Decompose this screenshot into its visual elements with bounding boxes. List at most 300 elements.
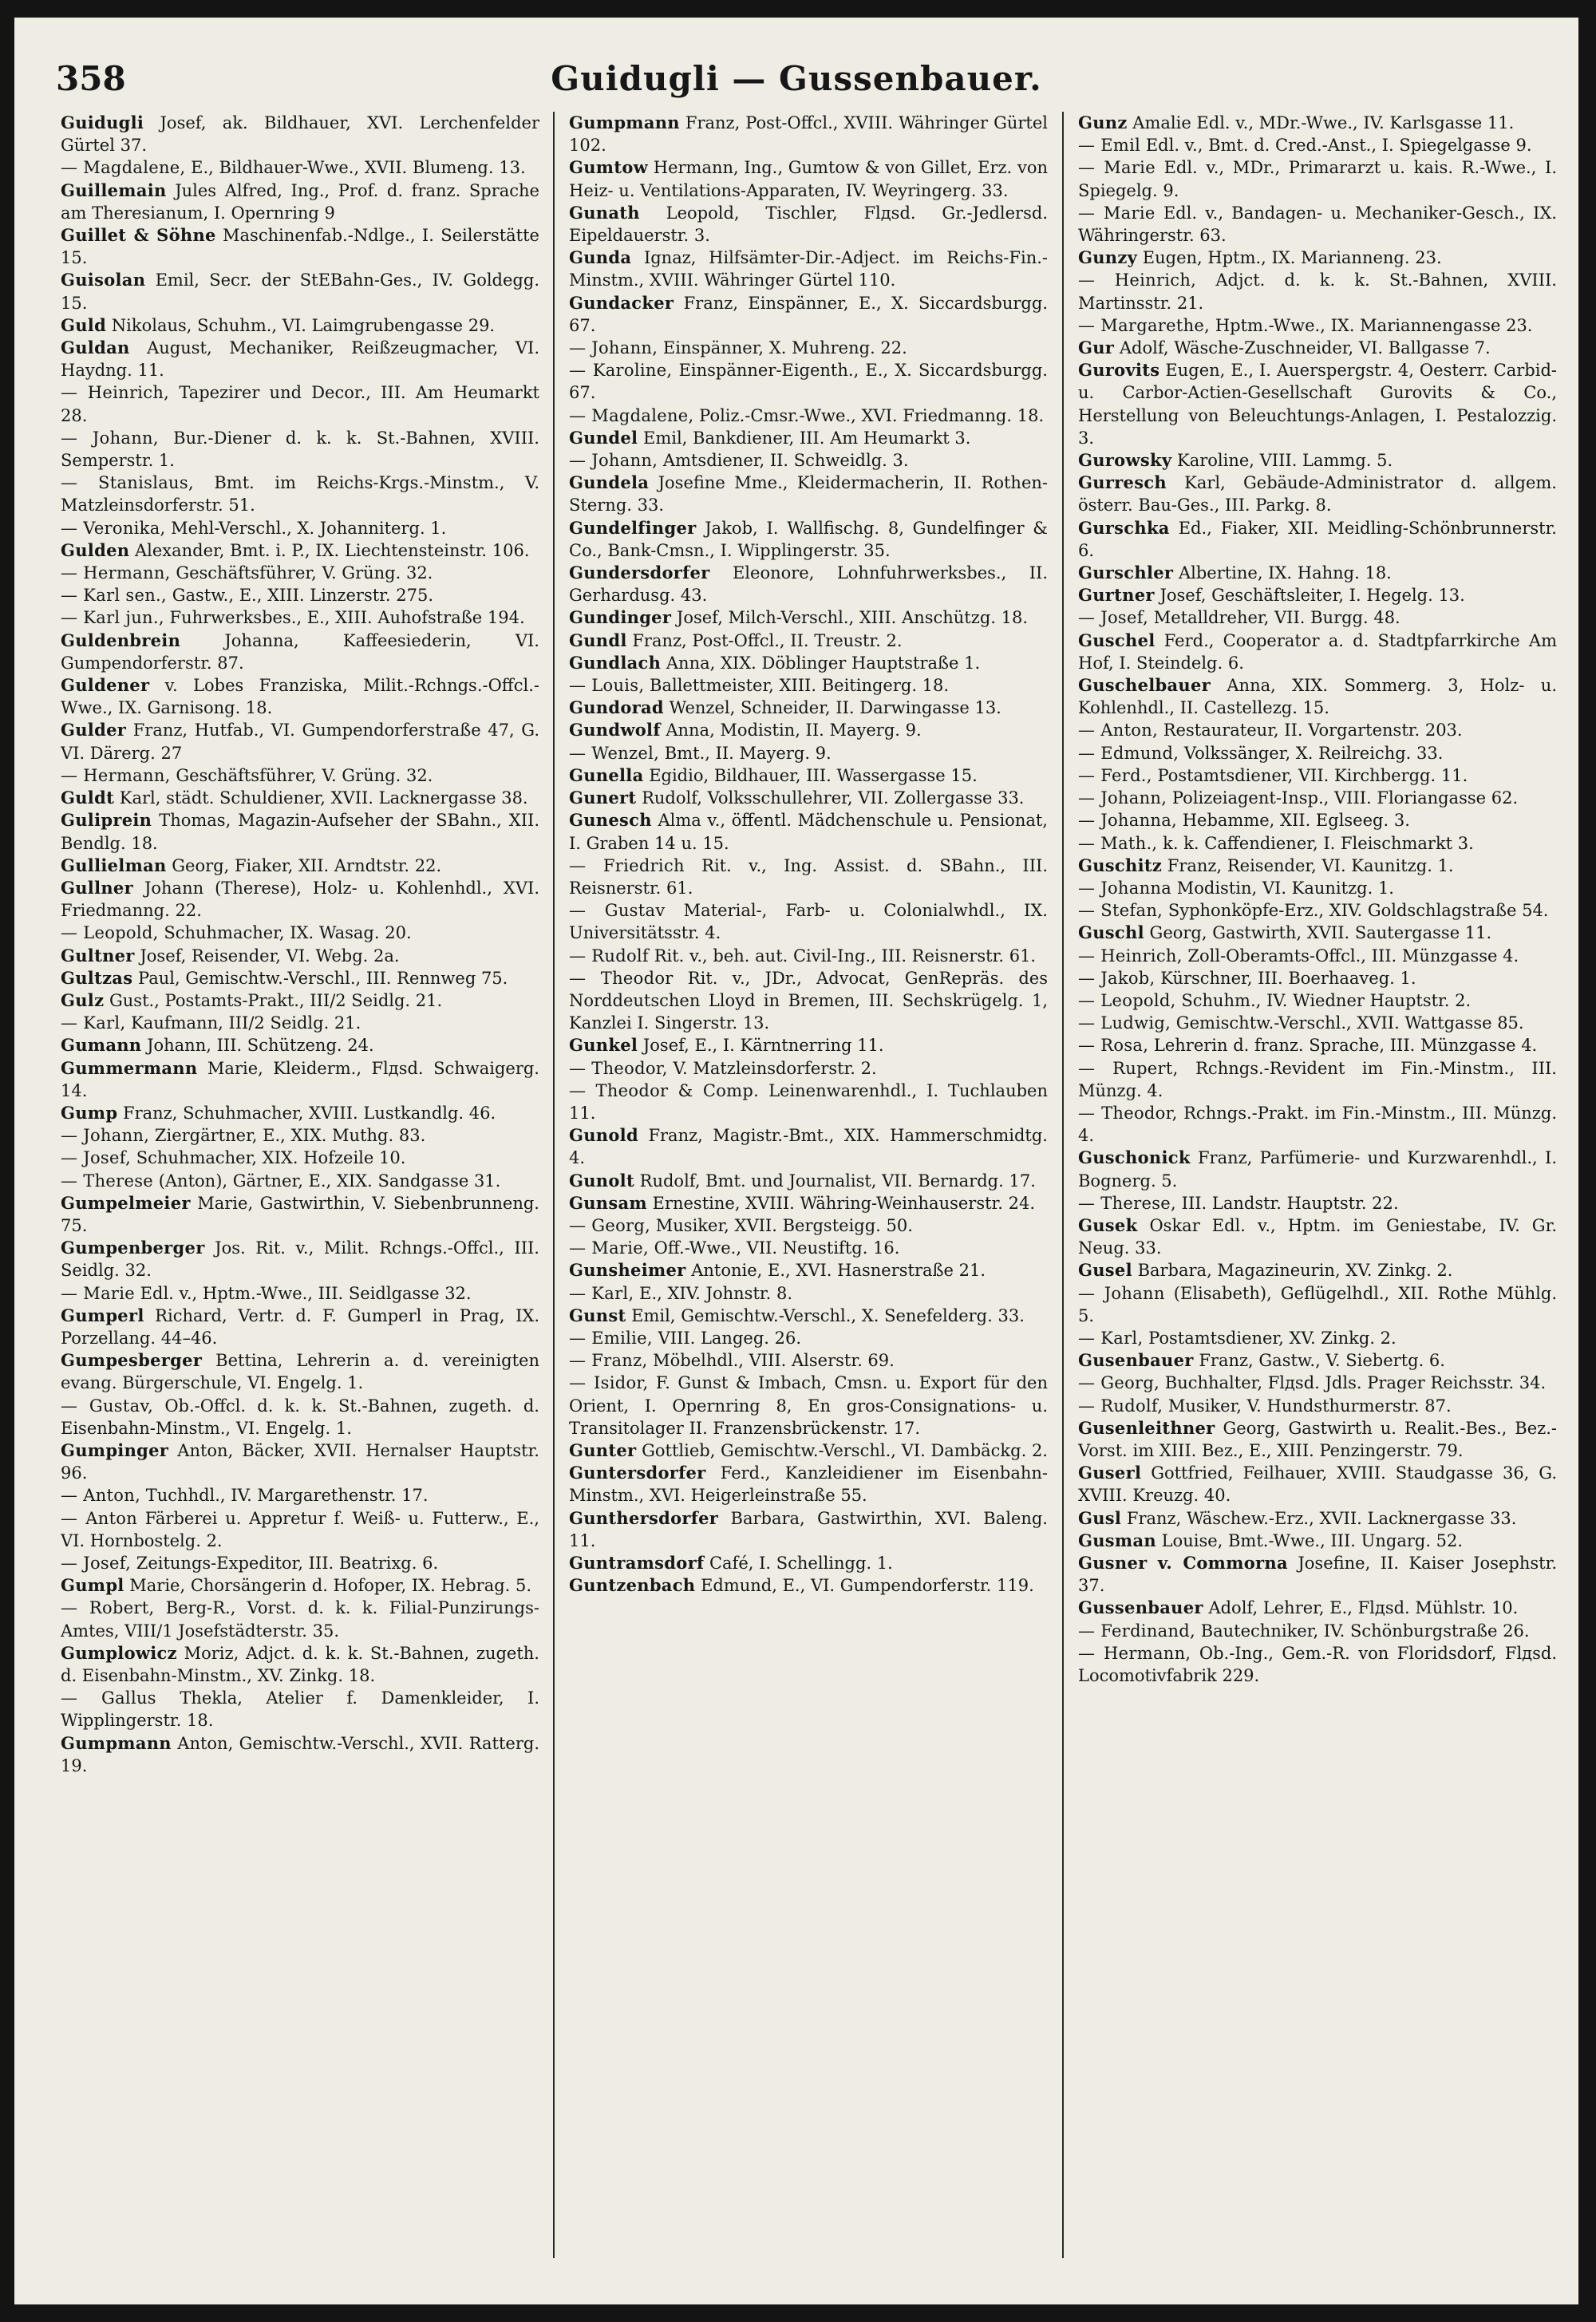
entry-name: — Theodor, (1078, 1103, 1178, 1123)
entry-name: — Marie (1078, 203, 1156, 223)
entry-name: Gumpmann (61, 1732, 172, 1753)
directory-entry (1078, 449, 1557, 472)
entry-name: Gumpl (61, 1575, 124, 1596)
entry-details: Gust., Postamts-Prakt., III/2 Seidlg. 21. (109, 990, 443, 1010)
entry-name: Gusner v. Commorna (1078, 1553, 1288, 1573)
column-divider (1062, 112, 1064, 2258)
directory-entry (61, 224, 539, 269)
entry-details: Franz, Parfümerie- und Kurzwarenhdl., I. Bognerg. 5. (1078, 1148, 1557, 1191)
entry-details: Wenzel, Schneider, II. Darwingasse 13. (669, 698, 1001, 718)
directory-entry (569, 156, 1048, 201)
entry-name: — Josef, (61, 1554, 132, 1573)
entry-name: — Emil (1078, 136, 1141, 156)
directory-entry (1078, 606, 1557, 629)
entry-name: — Edmund, (1078, 743, 1179, 763)
entry-name: — Johann, (61, 428, 159, 448)
entry-name: — Theodor & Comp. (569, 1080, 760, 1100)
directory-entry (1078, 314, 1557, 337)
directory-entry (61, 719, 539, 764)
column-divider (553, 112, 555, 2258)
entry-name: — Math., (1078, 833, 1158, 853)
entry-name: — Hermann, (61, 563, 171, 583)
entry-details: Tuchhdl., IV. Margarethenstr. 17. (145, 1486, 429, 1506)
entry-details: Poliz.-Cmsr.-Wwe., XVI. Friedmanng. 18. (699, 405, 1045, 425)
entry-details: Schuhmacher, XIX. Hofzeile 10. (136, 1148, 406, 1168)
directory-entry (61, 584, 539, 606)
directory-entry (61, 764, 539, 787)
directory-entry (1078, 562, 1557, 584)
entry-name: Gundorad (569, 697, 664, 718)
entry-details: Louise, Bmt.-Wwe., III. Ungarg. 52. (1161, 1530, 1464, 1550)
entry-name: — Marie (61, 1283, 135, 1303)
entry-name: Guschitz (1078, 855, 1163, 875)
entry-details: Volkssänger, X. Reilreichg. 33. (1183, 743, 1444, 763)
entry-details: Thomas, Magazin-Aufseher der SBahn., XII. Bendlg. 18. (61, 811, 539, 853)
entry-name: Gurovits (1078, 360, 1160, 381)
entry-details: Adolf, Lehrer, E., Flдsd. Mühlstr. 10. (1208, 1598, 1519, 1618)
directory-entry (1078, 855, 1557, 877)
entry-details: Bettina, Lehrerin a. d. vereinigten evang. Bürgerschule, VI. Engelg. 1. (61, 1351, 539, 1393)
entry-name: Gunert (569, 788, 637, 808)
directory-entry (61, 1124, 539, 1147)
entry-name: Guschelbauer (1078, 675, 1211, 696)
directory-entry (1078, 832, 1557, 855)
entry-name: Gunsheimer (569, 1260, 686, 1281)
entry-details: Franz, Post-Offcl., XVIII. Währinger Gürtel 102. (569, 113, 1048, 156)
directory-entry (61, 1439, 539, 1484)
directory-entry (61, 381, 539, 426)
entry-details: Antonie, E., XVI. Hasnerstraße 21. (691, 1261, 986, 1281)
entry-name: Gunz (1078, 113, 1128, 132)
entry-name: — Johann, (61, 1126, 150, 1146)
directory-entry (1078, 1057, 1557, 1102)
entry-details: Leinenwarenhdl., I. Tuchlauben 11. (569, 1080, 1048, 1123)
entry-name: Guschl (1078, 922, 1144, 943)
entry-name: Gunath (569, 202, 640, 223)
entry-details: Franz, Magistr.-Bmt., XIX. Hammerschmidtg. 4. (569, 1126, 1048, 1168)
entry-details: Ferd., Kanzleidiener im Eisenbahn-Minstm., XVI. Heigerleinstraße 55. (569, 1463, 1048, 1506)
entry-details: Thekla, Atelier f. Damenkleider, I. Wipplingerstr. 18. (61, 1688, 539, 1731)
entry-details: Marie, Gastwirthin, V. Siebenbrunneng. 75. (61, 1193, 539, 1235)
directory-entry (61, 517, 539, 539)
directory-entry (61, 855, 539, 877)
directory-entry (1078, 202, 1557, 247)
entry-details: Bmt., II. Mayerg. 9. (664, 743, 832, 763)
directory-entry (569, 1552, 1048, 1574)
directory-entry (569, 562, 1048, 606)
entry-details: III. Landstr. Hauptstr. 22. (1181, 1193, 1399, 1213)
directory-entry (1078, 1372, 1557, 1394)
directory-entry (569, 1574, 1048, 1597)
entry-name: — Rudolf (569, 946, 649, 966)
directory-entry (1078, 922, 1557, 944)
entry-name: Guschel (1078, 630, 1156, 650)
directory-entry (1078, 1147, 1557, 1191)
entry-name: — Karl, (61, 1013, 126, 1033)
entry-name: Gusel (1078, 1260, 1132, 1281)
entry-name: — Josef, (61, 1148, 132, 1168)
directory-entry (61, 1012, 539, 1034)
entry-name: — Hermann, (1078, 1643, 1191, 1663)
entry-details: Postamtsdiener, XV. Zinkg. 2. (1148, 1328, 1396, 1348)
entry-name: — Ferdinand, (1078, 1621, 1196, 1641)
entry-name: Gundinger (569, 607, 672, 628)
entry-details: Franz, Einspänner, E., X. Siccardsburgg. 67. (569, 293, 1048, 335)
entry-name: Guillet & Söhne (61, 225, 216, 246)
entry-details: Einspänner-Eigenth., E., X. Siccardsburgg. 67. (569, 361, 1048, 403)
directory-entry (61, 922, 539, 944)
entry-name: Gumtow (569, 157, 649, 178)
entry-name: Gump (61, 1102, 118, 1123)
entry-name: — Theodor (569, 968, 674, 988)
entry-details: (Anton), Gärtner, E., XIX. Sandgasse 31. (158, 1171, 501, 1191)
directory-entry (61, 1057, 539, 1102)
directory-entry (569, 967, 1048, 1035)
entry-name: Gundlach (569, 652, 662, 673)
directory-entry (61, 1034, 539, 1056)
entry-name: Gundl (569, 630, 627, 650)
entry-name: — Wenzel, (569, 743, 660, 763)
directory-entry (1078, 1417, 1557, 1462)
entry-name: Guntramsdorf (569, 1553, 705, 1573)
entry-name: — Leopold, (61, 923, 159, 943)
entry-details: Schuhmacher, IX. Wasag. 20. (164, 923, 412, 943)
entry-name: Gusenleithner (1078, 1417, 1215, 1438)
directory-entry (1078, 156, 1557, 201)
directory-entry (61, 1282, 539, 1305)
entry-name: — Hermann, (61, 765, 171, 785)
entry-name: Guldenbrein (61, 630, 181, 650)
entry-details: Edl. v., Hptm.-Wwe., III. Seidlgasse 32. (140, 1283, 472, 1303)
entry-name: — Gustav (569, 901, 666, 921)
directory-entry (1078, 1259, 1557, 1281)
entry-name: — Anton, (61, 1486, 141, 1506)
entry-name: Gumplowicz (61, 1642, 177, 1663)
directory-entry (569, 606, 1048, 629)
directory-entry (61, 967, 539, 989)
entry-name: — Johann, (1078, 788, 1167, 808)
entry-name: — Georg, (1078, 1373, 1160, 1393)
directory-entry (569, 1080, 1048, 1124)
directory-entry (61, 1192, 539, 1237)
directory-entry (61, 989, 539, 1012)
entry-name: Gundel (569, 427, 638, 448)
directory-entry (61, 1687, 539, 1732)
entry-details: Paul, Gemischtw.-Verschl., III. Rennweg 75. (138, 968, 508, 988)
entry-details: F. Gunst & Imbach, Cmsn. u. Export für den Orient, I. Opernring 8, En gros-Consignations- u. Transitolager II. Franzensbrückenstr. 17. (569, 1373, 1048, 1438)
entry-name: Guserl (1078, 1463, 1142, 1483)
entry-name: — Georg, (569, 1215, 651, 1235)
entry-name: — Margarethe, (1078, 315, 1211, 335)
entry-details: Rchngs.-Prakt. im Fin.-Minstm., III. Münzg. 4. (1078, 1103, 1557, 1146)
entry-details: Edmund, E., VI. Gumpendorferstr. 119. (701, 1576, 1034, 1596)
entry-details: Georg, Gastwirth u. Realit.-Bes., Bez.-Vorst. im XIII. Bez., E., XIII. Penzingerstr. 79. (1078, 1418, 1557, 1460)
entry-details: Karl, Gebäude-Administrator d. allgem. österr. Bau-Ges., III. Parkg. 8. (1078, 473, 1557, 515)
entry-name: — Emilie, (569, 1328, 653, 1348)
directory-entry (1078, 1620, 1557, 1642)
entry-details: Edl. v., MDr., Primararzt u. kais. R.-Wwe., I. Spiegelg. 9. (1078, 158, 1557, 200)
entry-details: Josefine, II. Kaiser Josephstr. 37. (1078, 1554, 1557, 1596)
directory-column-3 (1078, 112, 1557, 2282)
entry-name: — Robert, (61, 1598, 155, 1618)
directory-entry (1078, 1102, 1557, 1147)
entry-details: Emil, Bankdiener, III. Am Heumarkt 3. (642, 428, 971, 448)
entry-details: (Elisabeth), Geflügelhdl., XII. Rothe Mühlg. 5. (1078, 1283, 1557, 1325)
entry-details: Amalie Edl. v., MDr.-Wwe., IV. Karlsgasse 11. (1132, 113, 1515, 132)
entry-details: Karoline, VIII. Lammg. 5. (1177, 451, 1393, 471)
entry-details: Möbelhdl., VIII. Alserstr. 69. (653, 1351, 895, 1371)
directory-entry (61, 1170, 539, 1192)
entry-details: Bautechniker, IV. Schönburgstraße 26. (1200, 1621, 1530, 1641)
directory-entry (569, 449, 1048, 472)
directory-entry (569, 1439, 1048, 1462)
directory-entry (1078, 517, 1557, 562)
directory-entry (569, 202, 1048, 247)
entry-details: Emil, Secr. der StEBahn-Ges., IV. Goldegg. 15. (61, 271, 539, 313)
entry-name: — Karl jun., (61, 608, 164, 628)
directory-entry (61, 539, 539, 562)
entry-details: Berg-R., Vorst. d. k. k. Filial-Punzirungs-Amtes, VIII/1 Josefstädterstr. 35. (61, 1598, 539, 1641)
directory-entry (569, 359, 1048, 404)
directory-entry (61, 809, 539, 854)
entry-name: Gusl (1078, 1507, 1122, 1528)
entry-name: Gunsam (569, 1192, 647, 1213)
entry-details: Ferd., Cooperator a. d. Stadtpfarrkirche Am Hof, I. Steindelg. 6. (1078, 630, 1557, 673)
entry-details: Anton, Bäcker, XVII. Hernalser Hauptstr. 96. (61, 1440, 539, 1483)
entry-name: Gumpelmeier (61, 1192, 191, 1213)
directory-entry (569, 787, 1048, 809)
entry-name: — Louis, (569, 676, 645, 696)
entry-details: Geschäftsführer, V. Grüng. 32. (176, 765, 433, 785)
entry-details: Eugen, Hptm., IX. Marianneng. 23. (1142, 248, 1442, 268)
entry-name: Gunda (569, 247, 632, 268)
entry-details: Rudolf, Volksschullehrer, VII. Zollergasse 33. (642, 788, 1025, 808)
directory-entry (569, 427, 1048, 449)
entry-details: Bur.-Diener d. k. k. St.-Bahnen, XVIII. Semperstr. 1. (61, 428, 539, 471)
directory-entry (61, 180, 539, 224)
entry-details: Marie, Chorsängerin d. Hofoper, IX. Hebrag. 5. (129, 1576, 532, 1596)
entry-name: — Ferd., (1078, 765, 1152, 785)
directory-entry (1078, 967, 1557, 989)
entry-name: — Johanna (1078, 878, 1172, 898)
directory-entry (569, 1237, 1048, 1259)
entry-name: — Heinrich, (61, 383, 170, 403)
entry-name: Gunthersdorfer (569, 1507, 719, 1528)
entry-name: Gultner (61, 945, 135, 966)
entry-details: Hebamme, XII. Eglseeg. 3. (1182, 811, 1410, 831)
directory-entry (1078, 359, 1557, 449)
directory-entry (61, 1395, 539, 1439)
entry-name: Gusek (1078, 1214, 1138, 1235)
entry-details: Jos. Rit. v., Milit. Rchngs.-Offcl., III. Seidlg. 32. (61, 1238, 539, 1281)
directory-entry (61, 630, 539, 674)
entry-details: Amtsdiener, II. Schweidlg. 3. (662, 451, 909, 471)
directory-entry (1078, 1530, 1557, 1552)
directory-entry (1078, 1327, 1557, 1349)
entry-details: Albertine, IX. Hahng. 18. (1178, 563, 1392, 583)
entry-name: — Gustav, (61, 1396, 154, 1416)
entry-name: Guntzenbach (569, 1575, 696, 1596)
entry-name: — Rosa, (1078, 1036, 1149, 1056)
entry-details: Lehrerin d. franz. Sprache, III. Münzgasse 4. (1153, 1036, 1538, 1056)
entry-name: Gunter (569, 1439, 637, 1460)
entry-details: Barbara, Gastwirthin, XVI. Baleng. 11. (569, 1508, 1048, 1550)
entry-details: Egidio, Bildhauer, III. Wassergasse 15. (649, 765, 978, 785)
directory-entry (61, 1597, 539, 1641)
entry-name: Guntersdorfer (569, 1463, 706, 1483)
entry-details: Josef, Milch-Verschl., XIII. Anschützg. 18. (676, 608, 1029, 628)
directory-entry (1078, 899, 1557, 922)
entry-name: Gulder (61, 720, 127, 740)
entry-name: — Gallus (61, 1688, 156, 1708)
entry-name: Gundelfinger (569, 517, 697, 538)
entry-name: Guisolan (61, 270, 146, 290)
entry-details: Eugen, E., I. Auerspergstr. 4, Oesterr. Carbid- u. Carbor-Actien-Gesellschaft Gurovits & Co., Herstellung von Beleuchtungs-Anlagen, I. Pestalozzig. 3. (1078, 361, 1557, 448)
entry-name: — Marie (1078, 158, 1156, 178)
entry-details: Franz, Gastw., V. Siebertg. 6. (1199, 1351, 1445, 1371)
directory-entry (569, 1282, 1048, 1305)
entry-name: — Johann (1078, 1283, 1165, 1303)
directory-entry (1078, 1597, 1557, 1619)
directory-entry (61, 1484, 539, 1507)
directory-entry (61, 1552, 539, 1574)
directory-entry (1078, 1552, 1557, 1597)
entry-details: August, Mechaniker, Reißzeugmacher, VI. Haydng. 11. (61, 338, 539, 381)
entry-details: Polizeiagent-Insp., VIII. Floriangasse 62. (1171, 788, 1519, 808)
entry-details: Postamtsdiener, VII. Kirchbergg. 11. (1157, 765, 1468, 785)
entry-name: — Josef, (1078, 608, 1149, 628)
entry-details: Leopold, Tischler, Flдsd. Gr.-Jedlersd. Eipeldauerstr. 3. (569, 203, 1048, 246)
entry-details: Maschinenfab.-Ndlge., I. Seilerstätte 15. (61, 226, 539, 268)
directory-entry (1078, 809, 1557, 831)
entry-details: Edl. v., Bandagen- u. Mechaniker-Gesch., IX. Währingerstr. 63. (1078, 203, 1557, 246)
directory-entry (569, 112, 1048, 156)
entry-details: Anna, XIX. Sommerg. 3, Holz- u. Kohlenhdl., II. Castellezg. 15. (1078, 676, 1557, 718)
entry-name: — Rudolf, (1078, 1396, 1163, 1416)
entry-details: Edl. v., Bmt. d. Cred.-Anst., I. Spiegelgasse 9. (1145, 136, 1532, 156)
directory-entry (61, 945, 539, 967)
directory-entry (569, 674, 1048, 697)
entry-name: Gurschler (1078, 563, 1174, 583)
entry-details: Rit. v., beh. aut. Civil-Ing., III. Reisnerstr. 61. (654, 946, 1037, 966)
running-title: Guidugli — Gussenbauer. (551, 59, 1042, 98)
entry-name: Gurtner (1078, 585, 1155, 606)
entry-details: VIII. Langeg. 26. (658, 1328, 802, 1348)
entry-details: Rudolf, Bmt. und Journalist, VII. Bernardg. 17. (639, 1171, 1036, 1191)
entry-name: — Friedrich (569, 855, 685, 875)
directory-entry (569, 1462, 1048, 1507)
entry-details: Musiker, XVII. Bergsteigg. 50. (655, 1215, 913, 1235)
directory-entry (1078, 945, 1557, 967)
entry-name: Gumpmann (569, 113, 680, 132)
entry-details: Buchhalter, Flдsd. Jdls. Prager Reichsstr. 34. (1164, 1373, 1547, 1393)
entry-name: Gultzas (61, 967, 133, 988)
entry-details: Einspänner, X. Muhreng. 22. (662, 338, 907, 358)
directory-entry (569, 1327, 1048, 1349)
entry-details: Moriz, Adjct. d. k. k. St.-Bahnen, zugeth. d. Eisenbahn-Minstm., XV. Zinkg. 18. (61, 1643, 539, 1686)
entry-name: — Johanna, (1078, 811, 1178, 831)
directory-entry (61, 269, 539, 314)
entry-details: Georg, Gastwirth, XVII. Sautergasse 11. (1149, 923, 1492, 943)
entry-details: Georg, Fiaker, XII. Arndtstr. 22. (172, 855, 442, 875)
directory-entry (61, 877, 539, 922)
entry-name: — Veronika, (61, 518, 166, 538)
entry-name: Gundela (569, 472, 650, 493)
entry-name: Guldan (61, 338, 130, 358)
entry-name: Gunesch (569, 810, 652, 831)
entry-name: — Heinrich, (1078, 946, 1183, 966)
entry-details: v. Lobes Franziska, Milit.-Rchngs.-Offcl.-Wwe., IX. Garnisong. 18. (61, 676, 539, 718)
entry-details: Gottlieb, Gemischtw.-Verschl., VI. Dambäckg. 2. (642, 1440, 1048, 1460)
entry-details: Zeitungs-Expeditor, III. Beatrixg. 6. (136, 1554, 439, 1573)
directory-entry (569, 1507, 1048, 1552)
entry-name: Gundacker (569, 292, 674, 313)
directory-entry (569, 719, 1048, 741)
entry-details: Anna, Modistin, II. Mayerg. 9. (666, 721, 922, 740)
directory-entry (1078, 1192, 1557, 1214)
entry-details: Josef, Geschäftsleiter, I. Hegelg. 13. (1159, 586, 1465, 606)
entry-details: Rit. v., Ing. Assist. d. SBahn., III. Reisnerstr. 61. (569, 855, 1048, 898)
directory-entry (569, 472, 1048, 516)
directory-entry (61, 1237, 539, 1281)
entry-name: Gunold (569, 1125, 638, 1146)
directory-entry (1078, 472, 1557, 516)
entry-details: k. k. Caffendiener, I. Fleischmarkt 3. (1163, 833, 1474, 853)
directory-entry (569, 742, 1048, 764)
directory-entry (569, 899, 1048, 944)
directory-entry (61, 1147, 539, 1169)
entry-details: Franz, Post-Offcl., II. Treustr. 2. (632, 630, 903, 650)
entry-name: Guldener (61, 675, 150, 696)
entry-details: Mehl-Verschl., X. Johanniterg. 1. (171, 518, 447, 538)
entry-name: Gussenbauer (1078, 1597, 1203, 1618)
entry-details: Gemischtw.-Verschl., XVII. Wattgasse 85. (1175, 1013, 1524, 1033)
entry-name: — Karl, (569, 1283, 634, 1303)
entry-details: Jules Alfred, Ing., Prof. d. franz. Sprache am Theresianum, I. Opernring 9 (61, 180, 539, 223)
entry-details: Anna, XIX. Döblinger Hauptstraße 1. (666, 653, 981, 673)
entry-details: Gottfried, Feilhauer, XVIII. Staudgasse 36, G. XVIII. Kreuzg. 40. (1078, 1463, 1557, 1506)
entry-name: Gunst (569, 1305, 626, 1325)
directory-entry (569, 630, 1048, 652)
directory-entry (569, 405, 1048, 427)
entry-name: Gur (1078, 338, 1115, 358)
entry-name: — Stefan, (1078, 901, 1163, 921)
directory-entry (61, 606, 539, 629)
directory-entry (569, 247, 1048, 291)
entry-details: Färberei u. Appretur f. Weiß- u. Futterw., E., VI. Hornbostelg. 2. (61, 1508, 539, 1550)
entry-details: Kaufmann, III/2 Seidlg. 21. (131, 1013, 361, 1033)
entry-details: Ob.-Offcl. d. k. k. St.-Bahnen, zugeth. d. Eisenbahn-Minstm., VI. Engelg. 1. (61, 1396, 539, 1438)
entry-name: — Karl, (1078, 1328, 1144, 1348)
entry-details: Marie, Kleiderm., Flдsd. Schwaigerg. 14. (61, 1058, 539, 1100)
directory-entry (1078, 269, 1557, 314)
entry-name: — Rupert, (1078, 1058, 1179, 1078)
entry-details: Nikolaus, Schuhm., VI. Laimgrubengasse 29. (111, 315, 496, 335)
entry-name: Guliprein (61, 810, 152, 831)
directory-page (14, 18, 1578, 2304)
entry-details: Franz, Hutfab., VI. Gumpendorferstraße 47, G. VI. Därerg. 27 (61, 721, 539, 763)
entry-details: Hermann, Ing., Gumtow & von Gillet, Erz. von Heiz- u. Ventilations-Apparaten, IV. Weyringerg. 33. (569, 158, 1048, 200)
directory-entry (569, 945, 1048, 967)
page-number: 358 (56, 59, 126, 98)
entry-details: Kürschner, III. Boerhaaveg. 1. (1160, 968, 1416, 988)
directory-entry (61, 337, 539, 381)
entry-details: Musiker, V. Hundsthurmerstr. 87. (1167, 1396, 1452, 1416)
directory-entry (61, 112, 539, 156)
entry-name: Gurschka (1078, 517, 1170, 538)
directory-entry (1078, 1642, 1557, 1687)
entry-name: Gulden (61, 539, 130, 560)
